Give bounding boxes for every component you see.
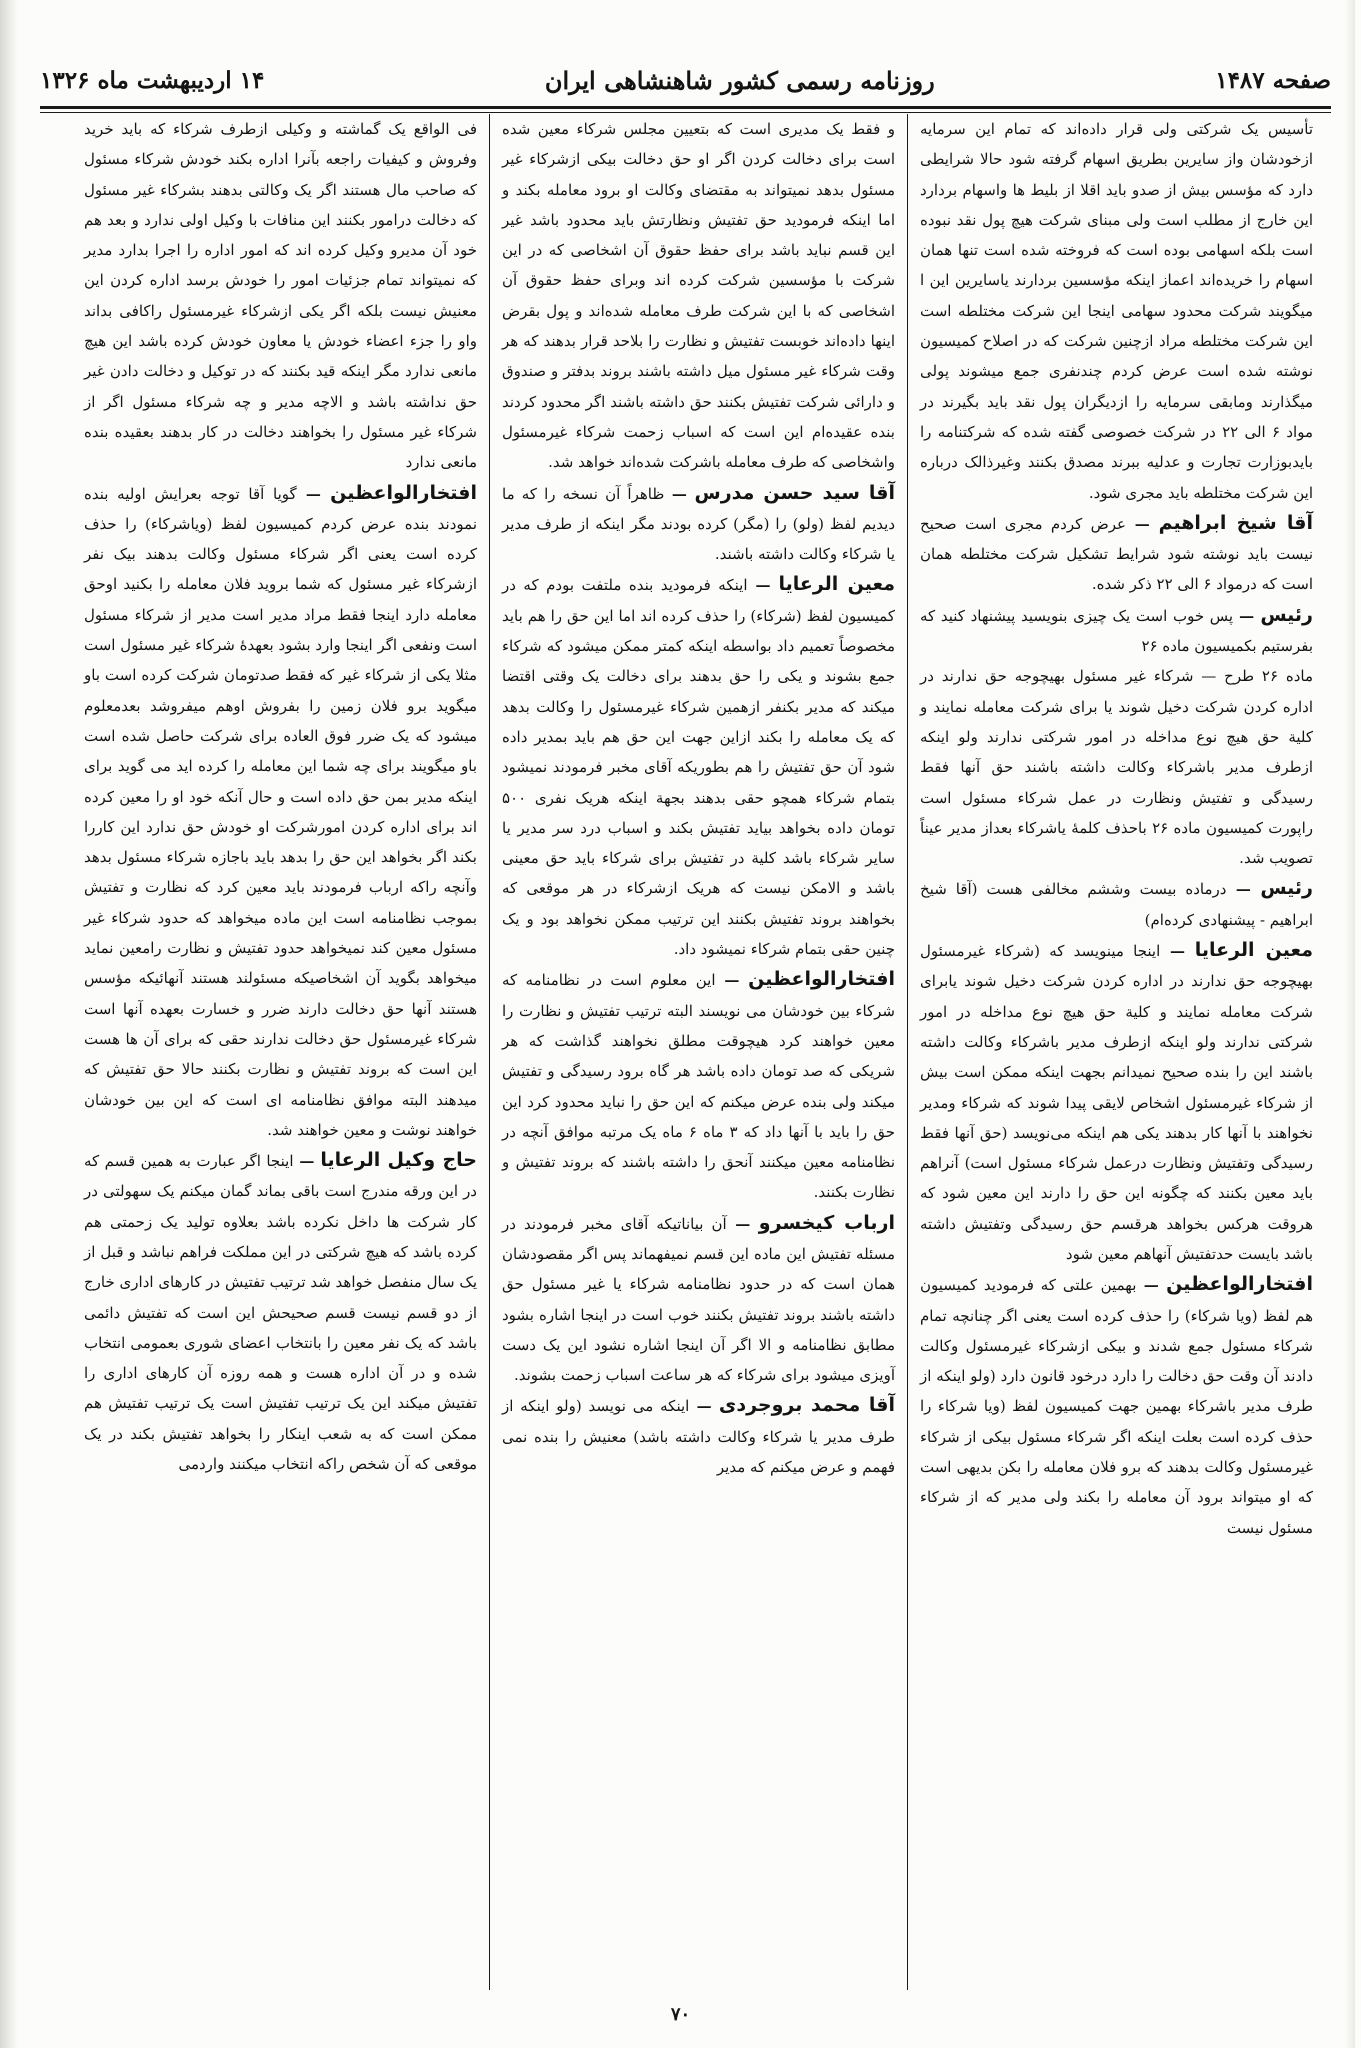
speaker-name: آقا سید حسن مدرس: [694, 481, 895, 504]
speaker-name: آقا محمد بروجردی: [718, 1394, 895, 1417]
text-paragraph: [920, 661, 1313, 873]
paragraph-text: گویا آقا توجه بعرایش اولیه بنده نمودند بنده عرض کردم کمیسیون لفظ (ویاشرکاء) را حذف کرده است یعنی اگر شرکاء مسئول وکالت بدهند بیک نفر ازشرکاء غیر مسئول که شما بروید فلان معامله را بکنید اوحق معامله دارد اینجا فقط مراد مدیر است مدیر از شرکاء مسئول است ونفعی اگر اینجا وارد بشود بعهدهٔ شرکاء غیر مسئول است مثلا یکی از شرکاء غیر که فقط صدتومان شرکت کرده است باو میگوید برو فلان زمین را بفروش اوهم میفروشد بعدمعلوم میشود که یک ضرر فوق العاده برای شرکت حاصل شده است باو میگویند برای چه شما این معامله را کرده اید می گوید برای اینکه مدیر بمن حق داده است و حال آنکه خود او را معین کرده اند برای اداره کردن امورشرکت او خودش حق ندارد این کاررا بکند اگر بخواهد این حق را بدهد باید باجازه شرکاء مسئول بدهد وآنچه راکه ارباب فرمودند باید معین کرد که نظارت و تفتیش بموجب نظامنامه است این ماده میخواهد که حدود شرکاء غیر مسئول معین کند نمیخواهد حدود تفتیش و نظارت رامعین نماید میخواهد بگوید آن اشخاصیکه مسئولند هستند آنهائیکه مؤسس هستند آنها حق دخالت دارند ضرر و خسارت بعهده آنها است شرکاء غیرمسئول حق دخالت ندارند حقی که برای آن ها هست این است که بروند تفتیش و نظارت بکنند حالا حق تفتیش که میدهند البته موافق نظامنامه ای است که این بین خودشان خواهند نوشت و معین خواهند شد.: [84, 484, 477, 1139]
speech-paragraph: رئیس — پس خوب است یک چیزی بنویسید پیشنهاد کنید که بفرستیم بکمیسیون ماده ۲۶: [920, 603, 1313, 656]
page-label: صفحه ۱۴۸۷: [1215, 66, 1331, 94]
paragraph-text: پس خوب است یک چیزی بنویسید پیشنهاد کنید که بفرستیم بکمیسیون ماده ۲۶: [920, 606, 1313, 656]
speech-paragraph: آقا سید حسن مدرس — ظاهراً آن نسخه را که ما دیدیم لفظ (ولو) را (مگر) کرده بودند مگر اینکه از طرف مدیر یا شرکاء وکالت داشته باشند.: [502, 481, 895, 564]
page-footer: [0, 2004, 1361, 2025]
text-paragraph: [502, 114, 895, 478]
paragraph-text: و فقط یک مدیری است که بتعیین مجلس شرکاء معین شده است برای دخالت کردن اگر او حق دخالت بیکی ازشرکاء غیر مسئول بدهد نمیتواند به مقتضای وکالت او برود معامله بکند و اما اینکه فرمودید حق تفتیش ونظارتش باید محدود باشد غیر این قسم نباید باشد برای حفظ حقوق آن اشخاصی که در این شرکت با مؤسسین شرکت کرده اند وبرای حفظ حقوق آن اشخاصی که با این شرکت طرف معامله شده‌اند و پول بقرض اینها داده‌اند خوبست تفتیش و نظارت را بلاحد قرار بدهند که هر وقت شرکاء غیر مسئول میل داشته باشند بروند بدفتر و صندوق و دارائی شرکت تفتیش بکنند حق داشته باشند اگر محدود کردند بنده عقیده‌ام این است که اسباب زحمت شرکاء غیرمسئول واشخاصی که طرف معامله باشرکت شده‌اند خواهد شد.: [502, 120, 895, 472]
speaker-name: آقا شیخ ابراهیم: [1158, 511, 1313, 534]
column-divider: [907, 114, 908, 1990]
speech-paragraph: ارباب کیخسرو — آن بیاناتیکه آقای مخبر فرمودند در مسئله تفتیش این ماده این قسم نمیفهماند پس اگر مقصودشان همان است که در حدود نظامنامه شرکاء یا غیر مسئول حق داشته باشند بروند تفتیش بکنند خوب است در اینجا اشاره بشود مطابق نظامنامه و الا اگر آن اینجا اشاره نشود این یک دست آویزی میشود برای شرکاء که هر ساعت اسباب زحمت بشوند.: [502, 1211, 895, 1385]
newspaper-title: روزنامه رسمی کشور شاهنشاهی ایران: [544, 65, 935, 95]
paragraph-text: اینجا اگر عبارت به همین قسم که در این ورقه مندرج است باقی بماند گمان میکنم یک سهولتی در کار شرکت ها داخل نکرده باشد بعلاوه تولید یک زحمتی هم کرده باشد که هیچ شرکتی در این مملکت فراهم نباشد و قبل از یک سال منفصل خواهد شد ترتیب تفتیش در کارهای اداری خارج از دو قسم نیست قسم صحیحش این است که تفتیش دائمی باشد که یک نفر معین را بانتخاب اعضای شوری بعمومی انتخاب شده و در آن اداره هست و همه روزه آن کارهای اداری را تفتیش میکند این یک ترتیب تفتیش است یک ترتیب تفتیش هم ممکن است که به شعب اینکار را بخواهد تفتیش بکند در یک موقعی که آن شخص راکه انتخاب میکنند واردمی: [84, 1152, 477, 1474]
paragraph-text: بهمین علتی که فرمودید کمیسیون هم لفظ (ویا شرکاء) را حذف کرده است یعنی اگر چنانچه تمام شرکاء مسئول جمع شدند و بیکی ازشرکاء غیرمسئول وکالت دادند آن وقت حق دخالت را دارد درخود قانون دارد (ولو اینکه از طرف مدیر باشرکاء بهمین جهت کمیسیون لفظ (ویا شرکاء را حذف کرده است بعلت اینکه اگر شرکاء مسئول بیکی از شرکاء غیرمسئول وکالت بدهند که برو فلان معامله را بکن بدیهی است که او میتواند برود آن معامله را بکند ولی مدیر که از شرکاء مسئول نیست: [920, 1276, 1313, 1537]
speaker-name: افتخارالواعظین: [748, 968, 895, 991]
page-spine-shadow: [0, 0, 18, 2048]
issue-date: ۱۴ اردیبهشت ماه ۱۳۲۶: [40, 66, 265, 94]
paragraph-text: این معلوم است در نظامنامه که شرکاء بین خودشان می نویسند البته ترتیب تفتیش و نظارت را معین خواهند کرد هیچوقت مطلق نخواهند گذاشت که هر شریکی که صد تومان داده باشد هر گاه برود رسیدگی و تفتیش میکند ولی بنده عرض میکنم که این حق را نباید محدود کرد این حق را باید با آنها داد که ۳ ماه ۶ ماه یک مرتبه موافق آنچه در نظامنامه معین میکنند آنحق را داشته باشند که بروند تفتیش و نظارت بکنند.: [502, 971, 895, 1202]
speaker-name: معین الرعایا: [778, 573, 895, 596]
speech-paragraph: آقا محمد بروجردی — اینکه می نویسد (ولو اینکه از طرف مدیر یا شرکاء وکالت داشته باشد) معنیش را بنده نمی فهمم و عرض میکنم که مدیر: [502, 1394, 895, 1477]
speech-paragraph: رئیس — درماده بیست وششم مخالفی هست (آقا شیخ ابراهیم - پیشنهادی کرده‌ام): [920, 877, 1313, 929]
speech-paragraph: معین الرعایا — اینکه فرمودید بنده ملتفت بودم که در کمیسیون لفظ (شرکاء) را حذف کرده اند اما این حق را هم باید مخصوصاً تعمیم داد بواسطه اینکه کمتر ممکن میشود که شرکاء جمع بشوند و یکی را حق بدهند برای دخالت یک وقتی اقتضا میکند که مدیر بکنفر ازهمین شرکاء غیرمسئول را وکالت بدهد که یک معامله را بکند ازاین جهت این حق هم باید بمدیر داده شود آن حق تفتیش را هم بطوریکه آقای مخبر فرمودند نمیشود بتمام شرکاء همچو حقی بدهند بجهة اینکه هریک نفری ۵۰۰ تومان داده بخواهد بیاید تفتیش بکند و اسباب درد سر مدیر یا سایر شرکاء باشد کلیة در تفتیش برای شرکاء باید حق معینی باشد و الامکن نیست که هریک ازشرکاء در هر موقعی که بخواهند بروند تفتیش بکنند این ترتیب ممکن نخواهد بود و یک چنین حقی بتمام شرکاء نمیشود داد.: [502, 573, 895, 959]
paragraph-text: عرض کردم مجری است صحیح نیست باید نوشته شود شرایط تشکیل شرکت مختلطه همان است که درمواد ۶ الی ۲۲ ذکر شده.: [920, 514, 1313, 594]
speaker-name: رئیس: [1260, 877, 1313, 900]
text-paragraph: [84, 114, 477, 478]
columns-container: [48, 114, 1325, 1990]
column-middle: [490, 114, 907, 1990]
footer-page-number: ۷۰: [670, 2004, 691, 2025]
header-rule: [40, 106, 1331, 109]
text-paragraph: [920, 114, 1313, 508]
page-header: [40, 58, 1331, 102]
speech-paragraph: افتخارالواعظین — گویا آقا توجه بعرایش اولیه بنده نمودند بنده عرض کردم کمیسیون لفظ (ویاشرکاء) را حذف کرده است یعنی اگر شرکاء مسئول وکالت بدهند بیک نفر ازشرکاء غیر مسئول که شما بروید فلان معامله را بکنید اوحق معامله دارد اینجا فقط مراد مدیر است مدیر از شرکاء مسئول است ونفعی اگر اینجا وارد بشود بعهدهٔ شرکاء غیر مسئول است مثلا یکی از شرکاء غیر که فقط صدتومان شرکت کرده است باو میگوید برو فلان زمین را بفروش اوهم میفروشد بعدمعلوم میشود که یک ضرر فوق العاده برای شرکت حاصل شده است باو میگویند برای چه شما این معامله را کرده اید می گوید برای اینکه مدیر بمن حق داده است و حال آنکه خود او را معین کرده اند برای اداره کردن امورشرکت او خودش حق ندارد این کاررا بکند اگر بخواهد این حق را بدهد باید باجازه شرکاء مسئول بدهد وآنچه راکه ارباب فرمودند باید معین کرد که نظارت و تفتیش بموجب نظامنامه است این ماده میخواهد که حدود شرکاء غیر مسئول معین کند نمیخواهد حدود تفتیش و نظارت رامعین نماید میخواهد بگوید آن اشخاصیکه مسئولند هستند آنهائیکه مؤسس هستند آنها حق دخالت دارند ضرر و خسارت بعهده آنها است شرکاء غیرمسئول حق دخالت ندارند حقی که برای آن ها هست این است که بروند تفتیش و نظارت بکنند حالا حق تفتیش که میدهند البته موافق نظامنامه ای است که این بین خودشان خواهند نوشت و معین خواهند شد.: [84, 481, 477, 1139]
speaker-name: رئیس: [1260, 603, 1313, 626]
paragraph-text: ظاهراً آن نسخه را که ما دیدیم لفظ (ولو) را (مگر) کرده بودند مگر اینکه از طرف مدیر یا شرکاء وکالت داشته باشند.: [502, 484, 895, 564]
speaker-name: افتخارالواعظین: [330, 481, 477, 504]
paragraph-text: آن بیاناتیکه آقای مخبر فرمودند در مسئله تفتیش این ماده این قسم نمیفهماند پس اگر مقصودشان همان است که در حدود نظامنامه شرکاء یا غیر مسئول حق داشته باشند بروند تفتیش بکنند خوب است در اینجا اشاره بشود مطابق نظامنامه و الا اگر آن اینجا اشاره نشود این یک دست آویزی میشود برای شرکاء که هر ساعت اسباب زحمت بشوند.: [502, 1214, 895, 1385]
speaker-name: حاج وکیل الرعایا: [320, 1149, 477, 1172]
header-rule-thin: [40, 112, 1331, 113]
speech-paragraph: آقا شیخ ابراهیم — عرض کردم مجری است صحیح نیست باید نوشته شود شرایط تشکیل شرکت مختلطه همان است که درمواد ۶ الی ۲۲ ذکر شده.: [920, 511, 1313, 594]
speaker-name: معین الرعایا: [1194, 939, 1313, 962]
column-divider: [489, 114, 490, 1990]
speech-paragraph: افتخارالواعظین — این معلوم است در نظامنامه که شرکاء بین خودشان می نویسند البته ترتیب تفتیش و نظارت را معین خواهند کرد هیچوقت مطلق نخواهند گذاشت که هر شریکی که صد تومان داده باشد هر گاه برود رسیدگی و تفتیش میکند ولی بنده عرض میکنم که این حق را نباید محدود کرد این حق را باید با آنها داد که ۳ ماه ۶ ماه یک مرتبه موافق آنچه در نظامنامه معین میکنند آنحق را داشته باشند که بروند تفتیش و نظارت بکنند.: [502, 968, 895, 1202]
paragraph-text: اینکه می نویسد (ولو اینکه از طرف مدیر یا شرکاء وکالت داشته باشد) معنیش را بنده نمی فهمم و عرض میکنم که مدیر: [502, 1397, 895, 1477]
paragraph-text: درماده بیست وششم مخالفی هست (آقا شیخ ابراهیم - پیشنهادی کرده‌ام): [920, 880, 1313, 929]
paragraph-text: فی الواقع یک گماشته و وکیلی ازطرف شرکاء که باید خرید وفروش و کیفیات راجعه بآنرا اداره بکند خودش شرکاء مسئول که صاحب مال هستند اگر یک وکالتی بدهند بشرکاء غیر مسئول که دخالت درامور بکنند این منافات با وکیل اولی ندارد و بعد هم خود آن مدیرو وکیل کرده اند که امور اداره را اجرا بدارد مدیر که نمیتواند تمام جزئیات امور را خودش برسد اداره کردن این معنیش نیست بلکه اگر یکی ازشرکاء غیرمسئول راکافی بداند واو را جزء اعضاء خودش یا معاون خودش کرده باشد این هیچ مانعی ندارد مگر اینکه قید بکنند که در توکیل و دخالت دادن غیر حق نداشته باشد و الاچه مدیر و چه شرکاء مسئول اگر از شرکاء غیر مسئول را بخواهند دخالت در کار بدهند بعقیده بنده مانعی ندارد: [84, 120, 477, 472]
column-right: [908, 114, 1325, 1990]
speech-paragraph: افتخارالواعظین — بهمین علتی که فرمودید کمیسیون هم لفظ (ویا شرکاء) را حذف کرده است یعنی اگر چنانچه تمام شرکاء مسئول جمع شدند و بیکی ازشرکاء غیرمسئول وکالت دادند آن وقت حق دخالت را دارد درخود قانون دارد (ولو اینکه از طرف مدیر باشرکاء بهمین جهت کمیسیون لفظ (ویا شرکاء را حذف کرده است بعلت اینکه اگر شرکاء مسئول بیکی از شرکاء غیرمسئول وکالت بدهند که برو فلان معامله را بکن بدیهی است که او میتواند برود آن معامله را بکند ولی مدیر که از شرکاء مسئول نیست: [920, 1273, 1313, 1537]
paragraph-text: تأسیس یک شرکتی ولی قرار داده‌اند که تمام این سرمایه ازخودشان واز سایرین بطریق اسهام گرفته شود حالا شرایطی دارد که مؤسس بیش از صدو باید اقلا از بلیط ها واسهام بردارد این خارج از مطلب است ولی مبنای شرکت هیچ پول نقد نبوده است بلکه اسهامی بوده است که فروخته شده است تنها همان اسهام را خریده‌اند اعماز اینکه مؤسسین بردارند یاسایرین این ا میگویند شرکت محدود سهامی اینجا این شرکت مختلطه است این شرکت مختلطه مراد ازچنین شرکت که در اصلاح کمیسیون نوشته شده است عرض کردم چندنفری جمع میشوند پولی میگذارند ومابقی سرمایه را ازدیگران پول نقد باید بگیرند در مواد ۶ الی ۲۲ در شرکت خصوصی گفته شده که شرکتنامه را بایدبوزارت تجارت و عدلیه ببرند مصدق بکنند وغیرذالک درباره این شرکت مختلطه باید مجری شود.: [920, 120, 1313, 502]
page-edge-shadow: [1345, 0, 1355, 2048]
paragraph-text: ماده ۲۶ طرح — شرکاء غیر مسئول بهیچوجه حق ندارند در اداره کردن شرکت دخیل شوند یا برای شرکت معامله نمایند و کلیة حق هیچ نوع مداخله در امور شرکتی ندارند ولو اینکه ازطرف مدیر باشرکاء وکالت داشته باشند حق آنها فقط رسیدگی و تفتیش ونظارت در عمل شرکاء مسئول است راپورت کمیسیون ماده ۲۶ باحذف کلمهٔ یاشرکاء بعداز مدیر عیناً تصویب شد.: [920, 667, 1313, 868]
speech-paragraph: حاج وکیل الرعایا — اینجا اگر عبارت به همین قسم که در این ورقه مندرج است باقی بماند گمان میکنم یک سهولتی در کار شرکت ها داخل نکرده باشد بعلاوه تولید یک زحمتی هم کرده باشد که هیچ شرکتی در این مملکت فراهم نباشد و قبل از یک سال منفصل خواهد شد ترتیب تفتیش در کارهای اداری خارج از دو قسم نیست قسم صحیحش این است که تفتیش دائمی باشد که یک نفر معین را بانتخاب اعضای شوری بعمومی انتخاب شده و در آن اداره هست و همه روزه آن کارهای اداری را تفتیش میکند این یک ترتیب تفتیش است یک ترتیب تفتیش هم ممکن است که به شعب اینکار را بخواهد تفتیش بکند در یک موقعی که آن شخص راکه انتخاب میکنند واردمی: [84, 1149, 477, 1474]
speaker-name: افتخارالواعظین: [1166, 1273, 1313, 1296]
paragraph-text: اینجا مینویسد که (شرکاء غیرمسئول بهیچوجه حق ندارند در اداره کردن شرکت دخیل شوند یابرای شرکت معامله نمایند و کلیة حق هیچ نوع مداخله در امور شرکتی ندارند ولو اینکه ازطرف مدیر باشرکاء وکالت داشته باشند این را بنده صحیح نمیدانم بجهت اینکه ممکن است بیش از شرکاء غیرمسئول اشخاص لایقی پیدا شوند که شرکاء ومدیر نخواهند با آنها کار بدهند یکی هم اینکه می‌نویسد (حق آنها فقط رسیدگی وتفتیش ونظارت درعمل شرکاء مسئول است) آنراهم باید معین بکنند که چگونه این حق را دارند این معین شود که هروقت هرکس بخواهد هرقسم حق رسیدگی وتفتیش داشته باشد بایست حدتفتیش آنهاهم معین شود: [920, 942, 1313, 1263]
speaker-name: ارباب کیخسرو: [758, 1211, 895, 1234]
column-left: [72, 114, 489, 1990]
speech-paragraph: معین الرعایا — اینجا مینویسد که (شرکاء غیرمسئول بهیچوجه حق ندارند در اداره کردن شرکت دخیل شوند یابرای شرکت معامله نمایند و کلیة حق هیچ نوع مداخله در امور شرکتی ندارند ولو اینکه ازطرف مدیر باشرکاء وکالت داشته باشند این را بنده صحیح نمیدانم بجهت اینکه ممکن است بیش از شرکاء غیرمسئول اشخاص لایقی پیدا شوند که شرکاء ومدیر نخواهند با آنها کار بدهند یکی هم اینکه می‌نویسد (حق آنها فقط رسیدگی وتفتیش ونظارت درعمل شرکاء مسئول است) آنراهم باید معین بکنند که چگونه این حق را دارند این معین شود که هروقت هرکس بخواهد هرقسم حق رسیدگی وتفتیش داشته باشد بایست حدتفتیش آنهاهم معین شود: [920, 939, 1313, 1263]
paragraph-text: اینکه فرمودید بنده ملتفت بودم که در کمیسیون لفظ (شرکاء) را حذف کرده اند اما این حق را هم باید مخصوصاً تعمیم داد بواسطه اینکه کمتر ممکن میشود که شرکاء جمع بشوند و یکی را حق بدهند برای دخالت یک وقتی اقتضا میکند که مدیر بکنفر ازهمین شرکاء غیرمسئول را وکالت بدهد که یک معامله را بکند ازاین جهت این حق هم باید بمدیر داده شود آن حق تفتیش را هم بطوریکه آقای مخبر فرمودند نمیشود بتمام شرکاء همچو حقی بدهند بجهة اینکه هریک نفری ۵۰۰ تومان داده بخواهد بیاید تفتیش بکند و اسباب درد سر مدیر یا سایر شرکاء باشد کلیة در تفتیش برای شرکاء باید حق معینی باشد و الامکن نیست که هریک ازشرکاء در هر موقعی که بخواهند بروند تفتیش بکنند این ترتیب ممکن نخواهد بود و یک چنین حقی بتمام شرکاء نمیشود داد.: [502, 576, 895, 959]
